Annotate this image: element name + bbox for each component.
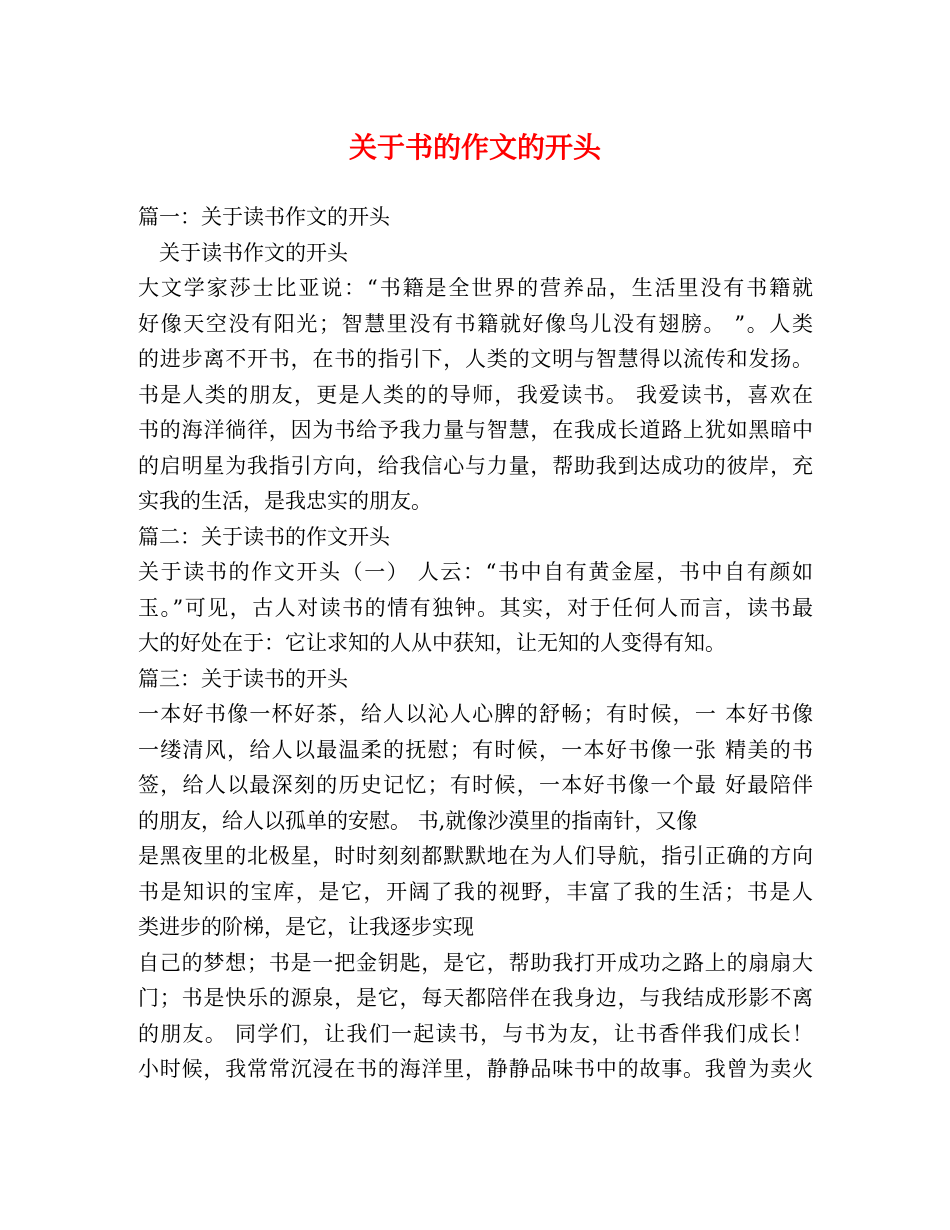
text-line: 的进步离不开书，在书的指引下，人类的文明与智慧得以流传和发扬。 — [138, 347, 813, 371]
document-body — [138, 200, 813, 1088]
text-line: 门；书是快乐的源泉，是它，每天都陪伴在我身边，与我结成形影不离 — [138, 986, 813, 1010]
text-line: 自己的梦想；书是一把金钥匙，是它，帮助我打开成功之路上的扇扇大 — [138, 950, 813, 975]
text-line: 篇一：关于读书作文的开头 — [138, 205, 390, 229]
text-line: 类进步的阶梯，是它，让我逐步实现 — [138, 915, 474, 939]
text-line: 一本好书像一杯好茶，给人以沁人心脾的舒畅；有时候，一 本好书像 — [138, 702, 813, 726]
text-line: 的朋友。 同学们，让我们一起读书，与书为友，让书香伴我们成长！ — [138, 1021, 813, 1046]
text-line: 是黑夜里的北极星，时时刻刻都默默地在为人们导航，指引正确的方向 — [138, 844, 813, 868]
text-line: 关于读书的作文开头（一） 人云：“书中自有黄金屋，书中自有颜如 — [138, 560, 813, 584]
document-title: 关于书的作文的开头 — [348, 131, 601, 164]
text-line: 小时候，我常常沉浸在书的海洋里，静静品味书中的故事。我曾为卖火 — [138, 1057, 813, 1081]
text-line: 签，给人以最深刻的历史记忆；有时候，一本好书像一个最 好最陪伴 — [138, 773, 813, 797]
text-line: 篇二：关于读书的作文开头 — [138, 524, 390, 549]
text-line: 关于读书作文的开头 — [138, 240, 348, 265]
text-line: 篇三：关于读书的开头 — [138, 666, 348, 691]
text-line: 的朋友，给人以孤单的安慰。 书,就像沙漠里的指南针，又像 — [138, 808, 698, 833]
text-line: 玉。”可见，古人对读书的情有独钟。其实，对于任何人而言，读书最 — [138, 595, 813, 620]
text-line: 实我的生活，是我忠实的朋友。 — [138, 489, 432, 513]
text-line: 书的海洋徜徉，因为书给予我力量与智慧，在我成长道路上犹如黑暗中 — [138, 418, 813, 442]
text-line: 书是人类的朋友，更是人类的的导师，我爱读书。 我爱读书，喜欢在 — [138, 382, 813, 407]
text-line: 书是知识的宝库，是它，开阔了我的视野，丰富了我的生活；书是人 — [138, 879, 813, 904]
text-line: 一缕清风，给人以最温柔的抚慰；有时候，一本好书像一张 精美的书 — [138, 737, 813, 762]
text-line: 大的好处在于：它让求知的人从中获知，让无知的人变得有知。 — [138, 631, 726, 655]
text-line: 大文学家莎士比亚说：“书籍是全世界的营养品，生活里没有书籍就 — [138, 276, 813, 300]
text-line: 好像天空没有阳光；智慧里没有书籍就好像鸟儿没有翅膀。 ”。人类 — [138, 311, 813, 336]
text-line: 的启明星为我指引方向，给我信心与力量，帮助我到达成功的彼岸，充 — [138, 453, 813, 478]
